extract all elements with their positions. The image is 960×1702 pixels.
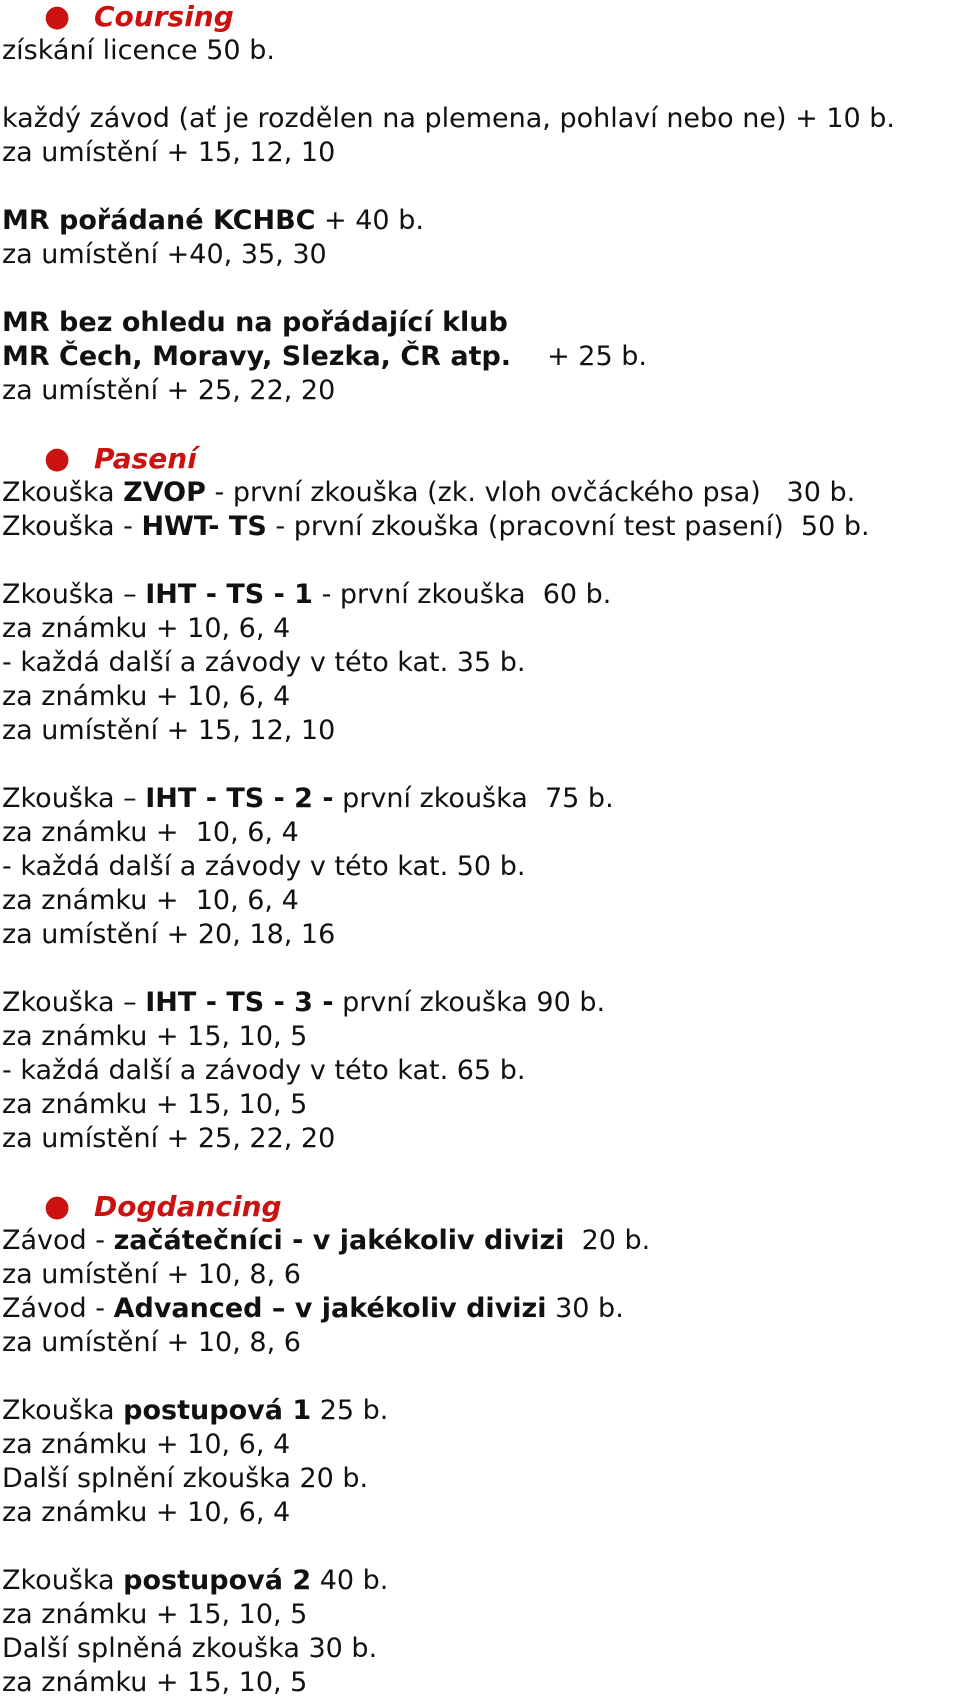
text-line: MR bez ohledu na pořádající klub (2, 307, 508, 338)
bold-text: Advanced – v jakékoliv divizi (113, 1293, 547, 1324)
text-span: Závod - (2, 1225, 114, 1256)
text-span: 20 b. (564, 1225, 651, 1256)
text-span: Zkouška (2, 477, 124, 508)
text-line: - každá další a závody v této kat. 65 b. (2, 1055, 526, 1086)
text-line: za umístění + 20, 18, 16 (2, 919, 336, 950)
text-line: získání licence 50 b. (2, 35, 275, 66)
section-title: Coursing (94, 0, 234, 33)
bold-text: postupová 1 (123, 1395, 312, 1426)
text-span: první zkouška 75 b. (333, 783, 614, 814)
text-span: - první zkouška (zk. vloh ovčáckého psa) 30 b. (205, 477, 856, 508)
bold-text: MR pořádané KCHBC (2, 205, 316, 236)
text-span: Zkouška – (2, 579, 146, 610)
text-span: 25 b. (311, 1395, 389, 1426)
section-heading-paseni (2, 442, 952, 476)
text-line: za umístění + 25, 22, 20 (2, 375, 336, 406)
text-span: + 40 b. (315, 205, 424, 236)
text-line (2, 986, 952, 1020)
text-line: za známku + 15, 10, 5 (2, 1599, 308, 1630)
text-line (2, 1564, 952, 1598)
section-title: Dogdancing (94, 1190, 282, 1223)
text-line (2, 476, 952, 510)
text-line: Další splnění zkouška 20 b. (2, 1463, 369, 1494)
section-heading-coursing (2, 0, 952, 34)
bullet-icon: ● (44, 0, 71, 34)
bold-text: IHT - TS - 1 (145, 579, 313, 610)
text-line: za známku + 15, 10, 5 (2, 1021, 308, 1052)
text-span: Zkouška (2, 1395, 124, 1426)
text-line: za umístění +40, 35, 30 (2, 239, 327, 270)
text-line (2, 510, 952, 544)
bold-text: ZVOP (123, 477, 206, 508)
text-line: za známku + 15, 10, 5 (2, 1667, 308, 1698)
section-heading-dogdancing (2, 1190, 952, 1224)
text-line: za umístění + 10, 8, 6 (2, 1327, 301, 1358)
bullet-icon: ● (44, 1189, 71, 1224)
text-line: Další splněná zkouška 30 b. (2, 1633, 378, 1664)
text-span: Zkouška – (2, 783, 146, 814)
text-span: + 25 b. (547, 341, 647, 372)
text-line (2, 1292, 952, 1326)
text-line: za známku + 15, 10, 5 (2, 1089, 308, 1120)
text-span: Závod - (2, 1293, 114, 1324)
text-span: 30 b. (546, 1293, 624, 1324)
text-line (2, 340, 952, 374)
text-line: - každá další a závody v této kat. 50 b. (2, 851, 526, 882)
bullet-icon: ● (44, 441, 71, 476)
text-line (2, 1394, 952, 1428)
text-line: - každá další a závody v této kat. 35 b. (2, 647, 526, 678)
bold-text: IHT - TS - 3 - (145, 987, 334, 1018)
text-span: - první zkouška 60 b. (312, 579, 612, 610)
bold-text: MR Čech, Moravy, Slezka, ČR atp. (2, 341, 512, 372)
bold-text: IHT - TS - 2 - (145, 783, 334, 814)
text-line (2, 204, 952, 238)
text-line: za umístění + 25, 22, 20 (2, 1123, 336, 1154)
text-line: za známku + 10, 6, 4 (2, 817, 299, 848)
text-span: - první zkouška (pracovní test pasení) 50 b. (266, 511, 870, 542)
text-span: Zkouška – (2, 987, 146, 1018)
text-line: za známku + 10, 6, 4 (2, 613, 291, 644)
text-span: první zkouška 90 b. (333, 987, 606, 1018)
text-line: každý závod (ať je rozdělen na plemena, pohlaví nebo ne) + 10 b. (2, 103, 895, 134)
section-title: Pasení (94, 442, 197, 475)
text-line: za známku + 10, 6, 4 (2, 885, 299, 916)
text-line: za umístění + 15, 12, 10 (2, 137, 336, 168)
text-line: za umístění + 10, 8, 6 (2, 1259, 301, 1290)
text-line (2, 1224, 952, 1258)
bold-text: HWT- TS (141, 511, 267, 542)
text-line: za známku + 10, 6, 4 (2, 681, 291, 712)
text-line: za známku + 10, 6, 4 (2, 1497, 291, 1528)
document-page (2, 0, 952, 1700)
text-span: 40 b. (311, 1565, 389, 1596)
text-line (2, 578, 952, 612)
text-line: za umístění + 15, 12, 10 (2, 715, 336, 746)
bold-text: začátečníci - v jakékoliv divizi (113, 1225, 565, 1256)
text-line (2, 782, 952, 816)
text-span: Zkouška - (2, 511, 142, 542)
text-line: za známku + 10, 6, 4 (2, 1429, 291, 1460)
text-span: Zkouška (2, 1565, 124, 1596)
bold-text: postupová 2 (123, 1565, 312, 1596)
